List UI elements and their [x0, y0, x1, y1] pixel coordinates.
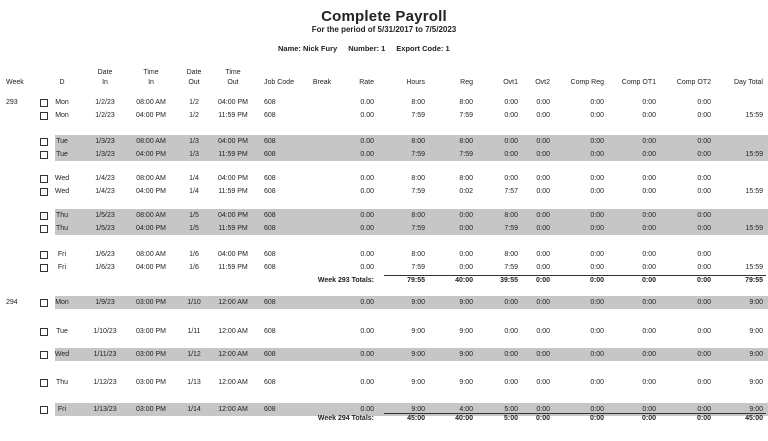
cell-day: Thu	[55, 225, 69, 232]
cell-rate: 0.00	[360, 251, 374, 258]
col-header-ovt1: Ovt1	[503, 79, 518, 86]
cell-job: 608	[264, 175, 276, 182]
cell-time-out: 11:59 PM	[218, 112, 248, 119]
cell-comp-reg: 0:00	[590, 151, 604, 158]
cell-time-out: 12:00 AM	[218, 351, 248, 358]
cell-comp-ot2: 0:00	[697, 264, 711, 271]
cell-comp-ot2: 0:00	[697, 99, 711, 106]
cell-reg: 9:00	[459, 351, 473, 358]
cell-job: 608	[264, 379, 276, 386]
cell-rate: 0.00	[360, 99, 374, 106]
cell-comp-ot2: 0:00	[697, 299, 711, 306]
cell-day: Thu	[55, 212, 69, 219]
total-comp-reg: 0:00	[589, 277, 604, 284]
report-period: For the period of 5/31/2017 to 7/5/2023	[311, 25, 457, 34]
cell-rate: 0.00	[360, 264, 374, 271]
col-header-comp-ot2: Comp OT2	[676, 79, 711, 86]
cell-time-out: 11:59 PM	[218, 151, 248, 158]
total-ovt1: 5:00	[503, 415, 518, 422]
cell-ovt2: 0:00	[536, 151, 550, 158]
cell-job: 608	[264, 264, 276, 271]
cell-ovt2: 0:00	[536, 175, 550, 182]
cell-comp-reg: 0:00	[590, 251, 604, 258]
cell-day: Fri	[57, 251, 67, 258]
total-day-total: 45:00	[745, 415, 763, 422]
week-number: 293	[6, 99, 18, 106]
cell-comp-ot1: 0:00	[642, 138, 656, 145]
cell-comp-ot2: 0:00	[697, 328, 711, 335]
employee-number: Number: 1	[348, 44, 386, 53]
cell-ovt2: 0:00	[536, 299, 550, 306]
total-reg: 40:00	[455, 277, 473, 284]
week-totals-label: Week 293 Totals:	[317, 277, 374, 284]
cell-comp-ot1: 0:00	[642, 264, 656, 271]
cell-hours: 8:00	[411, 175, 425, 182]
cell-hours: 7:59	[411, 151, 425, 158]
cell-ovt2: 0:00	[536, 225, 550, 232]
cell-hours: 8:00	[411, 138, 425, 145]
cell-hours: 9:00	[411, 406, 425, 413]
cell-comp-ot1: 0:00	[642, 379, 656, 386]
cell-comp-ot1: 0:00	[642, 299, 656, 306]
col-header-d: D	[59, 79, 65, 86]
cell-ovt2: 0:00	[536, 328, 550, 335]
cell-ovt2: 0:00	[536, 112, 550, 119]
cell-ovt1: 7:59	[504, 264, 518, 271]
cell-rate: 0.00	[360, 138, 374, 145]
cell-date-in: 1/11/23	[93, 351, 117, 358]
cell-day: Tue	[56, 328, 68, 335]
cell-job: 608	[264, 299, 276, 306]
col-header-comp-ot1: Comp OT1	[621, 79, 656, 86]
cell-reg: 0:00	[459, 251, 473, 258]
cell-date-out: 1/10	[187, 299, 201, 306]
cell-date-out: 1/13	[187, 379, 201, 386]
cell-date-in: 1/10/23	[93, 328, 117, 335]
cell-comp-ot2: 0:00	[697, 175, 711, 182]
cell-ovt1: 0:00	[504, 351, 518, 358]
cell-rate: 0.00	[360, 212, 374, 219]
cell-date-in: 1/4/23	[95, 188, 115, 195]
cell-ovt1: 5:00	[504, 406, 518, 413]
cell-reg: 0:00	[459, 225, 473, 232]
cell-comp-reg: 0:00	[590, 112, 604, 119]
col-header-time-out: Time Out	[225, 69, 241, 86]
col-header-day-total: Day Total	[733, 79, 763, 86]
cell-rate: 0.00	[360, 328, 374, 335]
cell-comp-reg: 0:00	[590, 299, 604, 306]
cell-day-total: 9:00	[749, 328, 763, 335]
cell-time-out: 12:00 AM	[218, 379, 248, 386]
cell-time-in: 03:00 PM	[136, 379, 166, 386]
cell-job: 608	[264, 151, 276, 158]
cell-ovt1: 7:59	[504, 225, 518, 232]
cell-reg: 9:00	[459, 299, 473, 306]
cell-date-out: 1/3	[189, 151, 199, 158]
cell-time-in: 08:00 AM	[136, 251, 166, 258]
cell-ovt1: 7:57	[504, 188, 518, 195]
cell-comp-reg: 0:00	[590, 212, 604, 219]
cell-comp-ot2: 0:00	[697, 251, 711, 258]
total-comp-ot1: 0:00	[641, 415, 656, 422]
cell-day-total: 15:59	[745, 112, 763, 119]
cell-time-out: 04:00 PM	[218, 138, 248, 145]
cell-ovt2: 0:00	[536, 379, 550, 386]
cell-reg: 7:59	[459, 112, 473, 119]
cell-job: 608	[264, 99, 276, 106]
col-header-reg: Reg	[460, 79, 473, 86]
cell-job: 608	[264, 212, 276, 219]
cell-ovt1: 0:00	[504, 151, 518, 158]
cell-time-in: 08:00 AM	[136, 138, 166, 145]
total-hours: 79:55	[407, 277, 425, 284]
cell-reg: 9:00	[459, 328, 473, 335]
export-code: Export Code: 1	[396, 44, 450, 53]
cell-day: Mon	[55, 99, 69, 106]
cell-comp-reg: 0:00	[590, 406, 604, 413]
cell-day: Thu	[55, 379, 69, 386]
cell-comp-reg: 0:00	[590, 99, 604, 106]
cell-rate: 0.00	[360, 225, 374, 232]
cell-time-out: 04:00 PM	[218, 212, 248, 219]
cell-comp-ot2: 0:00	[697, 225, 711, 232]
cell-date-in: 1/9/23	[95, 299, 115, 306]
cell-ovt2: 0:00	[536, 264, 550, 271]
cell-day: Fri	[57, 264, 67, 271]
cell-hours: 9:00	[411, 328, 425, 335]
col-header-ovt2: Ovt2	[535, 79, 550, 86]
cell-job: 608	[264, 328, 276, 335]
cell-comp-ot2: 0:00	[697, 138, 711, 145]
total-reg: 40:00	[455, 415, 473, 422]
cell-ovt2: 0:00	[536, 351, 550, 358]
cell-reg: 8:00	[459, 99, 473, 106]
cell-time-in: 08:00 AM	[136, 99, 166, 106]
col-header-job-code: Job Code	[264, 79, 294, 86]
cell-hours: 9:00	[411, 379, 425, 386]
total-ovt2: 0:00	[535, 415, 550, 422]
cell-hours: 7:59	[411, 225, 425, 232]
cell-job: 608	[264, 225, 276, 232]
cell-comp-ot1: 0:00	[642, 406, 656, 413]
cell-date-out: 1/4	[189, 175, 199, 182]
cell-rate: 0.00	[360, 151, 374, 158]
cell-date-in: 1/5/23	[95, 212, 115, 219]
cell-time-out: 04:00 PM	[218, 175, 248, 182]
cell-date-in: 1/12/23	[93, 379, 117, 386]
cell-date-in: 1/4/23	[95, 175, 115, 182]
cell-date-in: 1/3/23	[95, 151, 115, 158]
cell-ovt2: 0:00	[536, 406, 550, 413]
cell-reg: 0:02	[459, 188, 473, 195]
cell-comp-ot2: 0:00	[697, 188, 711, 195]
cell-hours: 7:59	[411, 264, 425, 271]
cell-date-out: 1/12	[187, 351, 201, 358]
cell-ovt1: 0:00	[504, 328, 518, 335]
cell-date-in: 1/5/23	[95, 225, 115, 232]
cell-time-in: 03:00 PM	[136, 328, 166, 335]
cell-date-in: 1/2/23	[95, 112, 115, 119]
cell-ovt1: 8:00	[504, 212, 518, 219]
cell-time-out: 04:00 PM	[218, 99, 248, 106]
cell-comp-ot1: 0:00	[642, 151, 656, 158]
cell-date-in: 1/13/23	[93, 406, 117, 413]
cell-date-out: 1/4	[189, 188, 199, 195]
cell-comp-ot1: 0:00	[642, 351, 656, 358]
cell-hours: 8:00	[411, 251, 425, 258]
cell-day-total: 15:59	[745, 264, 763, 271]
cell-hours: 7:59	[411, 188, 425, 195]
cell-comp-ot2: 0:00	[697, 351, 711, 358]
col-header-rate: Rate	[359, 79, 374, 86]
cell-day: Wed	[54, 188, 70, 195]
cell-date-out: 1/2	[189, 112, 199, 119]
cell-ovt1: 0:00	[504, 112, 518, 119]
cell-reg: 7:59	[459, 151, 473, 158]
cell-comp-reg: 0:00	[590, 188, 604, 195]
cell-date-in: 1/3/23	[95, 138, 115, 145]
cell-ovt1: 0:00	[504, 175, 518, 182]
cell-day-total: 15:59	[745, 225, 763, 232]
cell-date-in: 1/6/23	[95, 264, 115, 271]
cell-comp-ot1: 0:00	[642, 175, 656, 182]
cell-time-in: 03:00 PM	[136, 299, 166, 306]
cell-time-out: 11:59 PM	[218, 225, 248, 232]
cell-rate: 0.00	[360, 112, 374, 119]
total-comp-reg: 0:00	[589, 415, 604, 422]
cell-rate: 0.00	[360, 379, 374, 386]
cell-hours: 9:00	[411, 299, 425, 306]
cell-time-out: 12:00 AM	[218, 406, 248, 413]
cell-day-total: 15:59	[745, 151, 763, 158]
cell-time-in: 03:00 PM	[136, 351, 166, 358]
cell-comp-ot1: 0:00	[642, 99, 656, 106]
cell-comp-ot2: 0:00	[697, 379, 711, 386]
cell-comp-ot2: 0:00	[697, 151, 711, 158]
cell-day-total: 9:00	[749, 351, 763, 358]
cell-ovt1: 8:00	[504, 251, 518, 258]
cell-hours: 9:00	[411, 351, 425, 358]
cell-job: 608	[264, 351, 276, 358]
cell-date-in: 1/2/23	[95, 99, 115, 106]
cell-ovt1: 0:00	[504, 379, 518, 386]
cell-ovt2: 0:00	[536, 188, 550, 195]
col-header-hours: Hours	[406, 79, 425, 86]
cell-job: 608	[264, 138, 276, 145]
cell-time-in: 04:00 PM	[136, 188, 166, 195]
total-hours: 45:00	[407, 415, 425, 422]
cell-day: Fri	[57, 406, 67, 413]
cell-time-in: 04:00 PM	[136, 151, 166, 158]
cell-hours: 8:00	[411, 212, 425, 219]
col-header-date-out: Date Out	[186, 69, 202, 86]
employee-name: Name: Nick Fury	[278, 44, 338, 53]
cell-comp-reg: 0:00	[590, 351, 604, 358]
cell-comp-ot1: 0:00	[642, 188, 656, 195]
cell-date-out: 1/3	[189, 138, 199, 145]
employee-info	[278, 44, 461, 53]
cell-comp-reg: 0:00	[590, 175, 604, 182]
cell-day: Wed	[54, 175, 70, 182]
col-header-date-in: Date In	[97, 69, 113, 86]
cell-comp-ot1: 0:00	[642, 251, 656, 258]
cell-ovt1: 0:00	[504, 299, 518, 306]
cell-ovt2: 0:00	[536, 251, 550, 258]
cell-time-in: 08:00 AM	[136, 212, 166, 219]
col-header-comp-reg: Comp Reg	[570, 79, 604, 86]
cell-job: 608	[264, 188, 276, 195]
cell-job: 608	[264, 406, 276, 413]
cell-time-out: 12:00 AM	[218, 328, 248, 335]
cell-reg: 0:00	[459, 264, 473, 271]
cell-job: 608	[264, 112, 276, 119]
cell-day: Mon	[55, 299, 69, 306]
cell-comp-reg: 0:00	[590, 264, 604, 271]
cell-time-in: 04:00 PM	[136, 264, 166, 271]
cell-comp-reg: 0:00	[590, 138, 604, 145]
cell-date-out: 1/6	[189, 251, 199, 258]
cell-date-out: 1/6	[189, 264, 199, 271]
cell-date-in: 1/6/23	[95, 251, 115, 258]
cell-time-out: 11:59 PM	[218, 188, 248, 195]
total-comp-ot1: 0:00	[641, 277, 656, 284]
cell-day: Wed	[54, 351, 70, 358]
col-header-break: Break	[312, 79, 332, 86]
cell-reg: 8:00	[459, 175, 473, 182]
total-comp-ot2: 0:00	[696, 277, 711, 284]
cell-date-out: 1/5	[189, 212, 199, 219]
cell-rate: 0.00	[360, 351, 374, 358]
week-number: 294	[6, 299, 18, 306]
cell-date-out: 1/2	[189, 99, 199, 106]
cell-date-out: 1/14	[187, 406, 201, 413]
cell-day-total: 9:00	[749, 406, 763, 413]
cell-date-out: 1/5	[189, 225, 199, 232]
cell-comp-ot2: 0:00	[697, 112, 711, 119]
cell-ovt2: 0:00	[536, 212, 550, 219]
cell-day: Mon	[55, 112, 69, 119]
cell-day: Tue	[56, 138, 68, 145]
total-ovt1: 39:55	[500, 277, 518, 284]
report-title: Complete Payroll	[321, 8, 447, 25]
total-ovt2: 0:00	[535, 277, 550, 284]
col-header-week: Week	[6, 79, 24, 86]
cell-reg: 9:00	[459, 379, 473, 386]
cell-rate: 0.00	[360, 188, 374, 195]
cell-date-out: 1/11	[187, 328, 201, 335]
cell-day: Tue	[56, 151, 68, 158]
cell-time-in: 03:00 PM	[136, 406, 166, 413]
cell-reg: 0:00	[459, 212, 473, 219]
cell-day-total: 9:00	[749, 299, 763, 306]
cell-rate: 0.00	[360, 299, 374, 306]
cell-time-out: 04:00 PM	[218, 251, 248, 258]
total-comp-ot2: 0:00	[696, 415, 711, 422]
cell-comp-ot1: 0:00	[642, 212, 656, 219]
total-day-total: 79:55	[745, 277, 763, 284]
cell-comp-ot2: 0:00	[697, 406, 711, 413]
cell-day-total: 9:00	[749, 379, 763, 386]
cell-comp-reg: 0:00	[590, 225, 604, 232]
cell-reg: 8:00	[459, 138, 473, 145]
cell-time-out: 11:59 PM	[218, 264, 248, 271]
cell-hours: 7:59	[411, 112, 425, 119]
cell-ovt1: 0:00	[504, 99, 518, 106]
cell-job: 608	[264, 251, 276, 258]
cell-time-in: 04:00 PM	[136, 225, 166, 232]
cell-time-out: 12:00 AM	[218, 299, 248, 306]
cell-time-in: 04:00 PM	[136, 112, 166, 119]
cell-ovt1: 0:00	[504, 138, 518, 145]
cell-reg: 4:00	[459, 406, 473, 413]
cell-rate: 0.00	[360, 406, 374, 413]
cell-comp-ot2: 0:00	[697, 212, 711, 219]
cell-day-total: 15:59	[745, 188, 763, 195]
cell-time-in: 08:00 AM	[136, 175, 166, 182]
cell-comp-ot1: 0:00	[642, 225, 656, 232]
cell-comp-reg: 0:00	[590, 328, 604, 335]
cell-rate: 0.00	[360, 175, 374, 182]
cell-ovt2: 0:00	[536, 138, 550, 145]
cell-comp-ot1: 0:00	[642, 328, 656, 335]
col-header-time-in: Time In	[143, 69, 159, 86]
cell-comp-reg: 0:00	[590, 379, 604, 386]
cell-comp-ot1: 0:00	[642, 112, 656, 119]
cell-ovt2: 0:00	[536, 99, 550, 106]
cell-hours: 8:00	[411, 99, 425, 106]
week-totals-label: Week 294 Totals:	[317, 415, 374, 422]
